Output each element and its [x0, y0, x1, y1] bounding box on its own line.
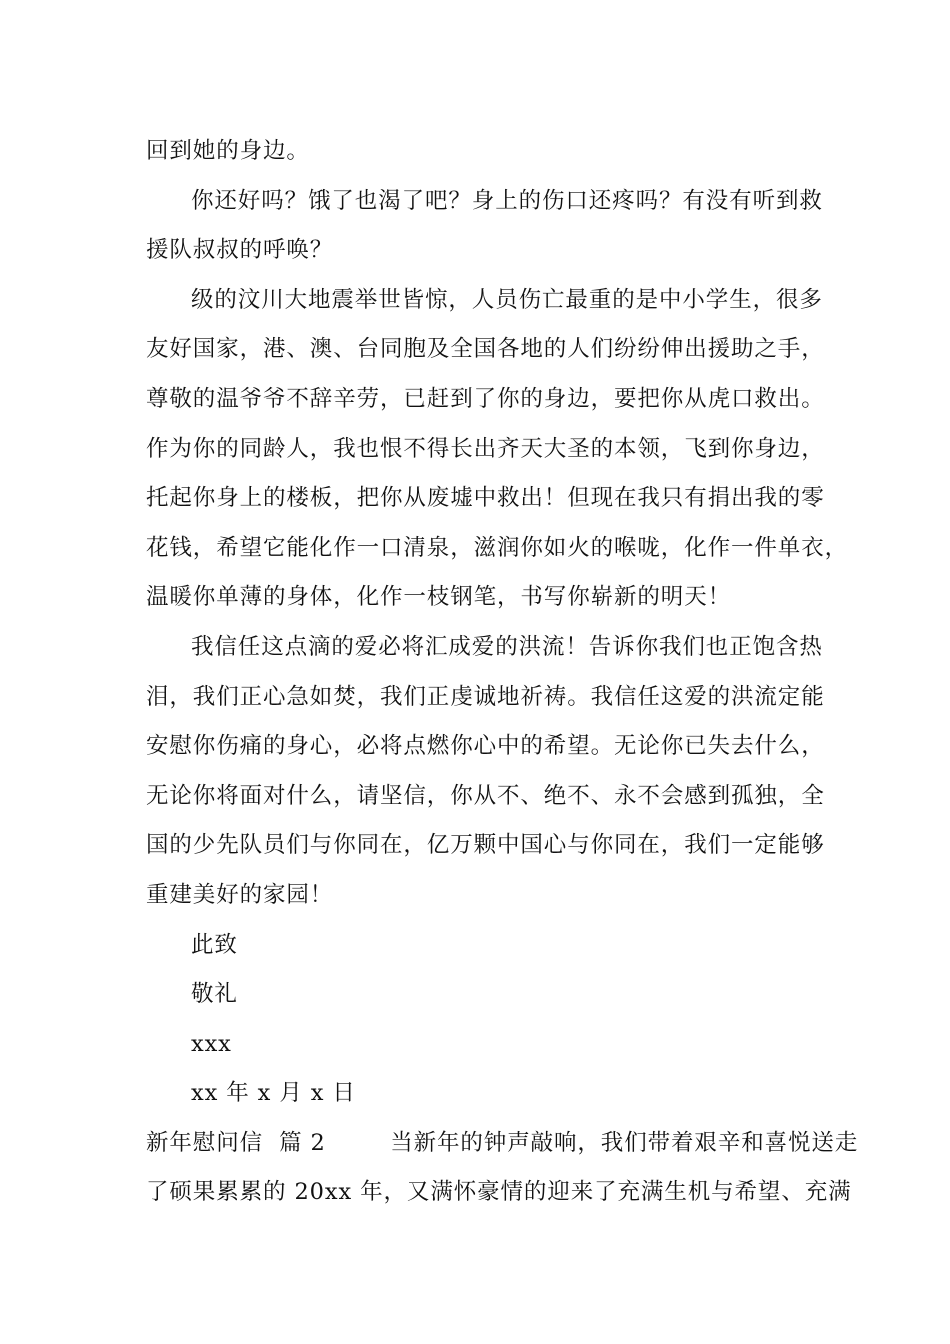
text-line: 回到她的身边。: [146, 138, 310, 164]
signature-date: xx 年 x 月 x 日: [191, 1080, 356, 1107]
text-line: 国的少先队员们与你同在，亿万颗中国心与你同在，我们一定能够: [146, 832, 825, 859]
text-line: 花钱，希望它能化作一口清泉，滋润你如火的喉咙，化作一件单衣，: [146, 534, 849, 561]
section-heading-line: 新年慰问信 篇 2 当新年的钟声敲响，我们带着艰辛和喜悦送走: [146, 1129, 859, 1156]
text-line: 你还好吗？饿了也渴了吧？身上的伤口还疼吗？有没有听到救: [191, 187, 823, 214]
text-line: 托起你身上的楼板，把你从废墟中救出！但现在我只有捐出我的零: [146, 485, 825, 512]
closing-regards: 敬礼: [191, 981, 238, 1008]
closing-salutation: 此致: [191, 931, 238, 958]
text-line: 援队叔叔的呼唤？: [146, 237, 334, 264]
signature-name: xxx: [191, 1030, 232, 1057]
text-line: 泪，我们正心急如焚，我们正虔诚地祈祷。我信任这爱的洪流定能: [146, 683, 825, 710]
text-line: 重建美好的家园！: [146, 881, 334, 908]
text-line: 尊敬的温爷爷不辞辛劳，已赶到了你的身边，要把你从虎口救出。: [146, 385, 825, 412]
text-line: 安慰你伤痛的身心，必将点燃你心中的希望。无论你已失去什么，: [146, 733, 825, 760]
text-line: 了硕果累累的 20xx 年，又满怀豪情的迎来了充满生机与希望、充满: [146, 1179, 852, 1206]
text-line: 级的汶川大地震举世皆惊，人员伤亡最重的是中小学生，很多: [191, 286, 823, 313]
text-line: 我信任这点滴的爱必将汇成爱的洪流！告诉你我们也正饱含热: [191, 633, 823, 660]
text-line: 温暖你单薄的身体，化作一枝钢笔，书写你崭新的明天！: [146, 584, 732, 611]
text-line: 友好国家，港、澳、台同胞及全国各地的人们纷纷伸出援助之手，: [146, 336, 825, 363]
text-line: 无论你将面对什么，请坚信，你从不、绝不、永不会感到孤独，全: [146, 782, 825, 809]
text-line: 作为你的同龄人，我也恨不得长出齐天大圣的本领，飞到你身边，: [146, 435, 825, 462]
letter-body: [146, 127, 859, 1218]
